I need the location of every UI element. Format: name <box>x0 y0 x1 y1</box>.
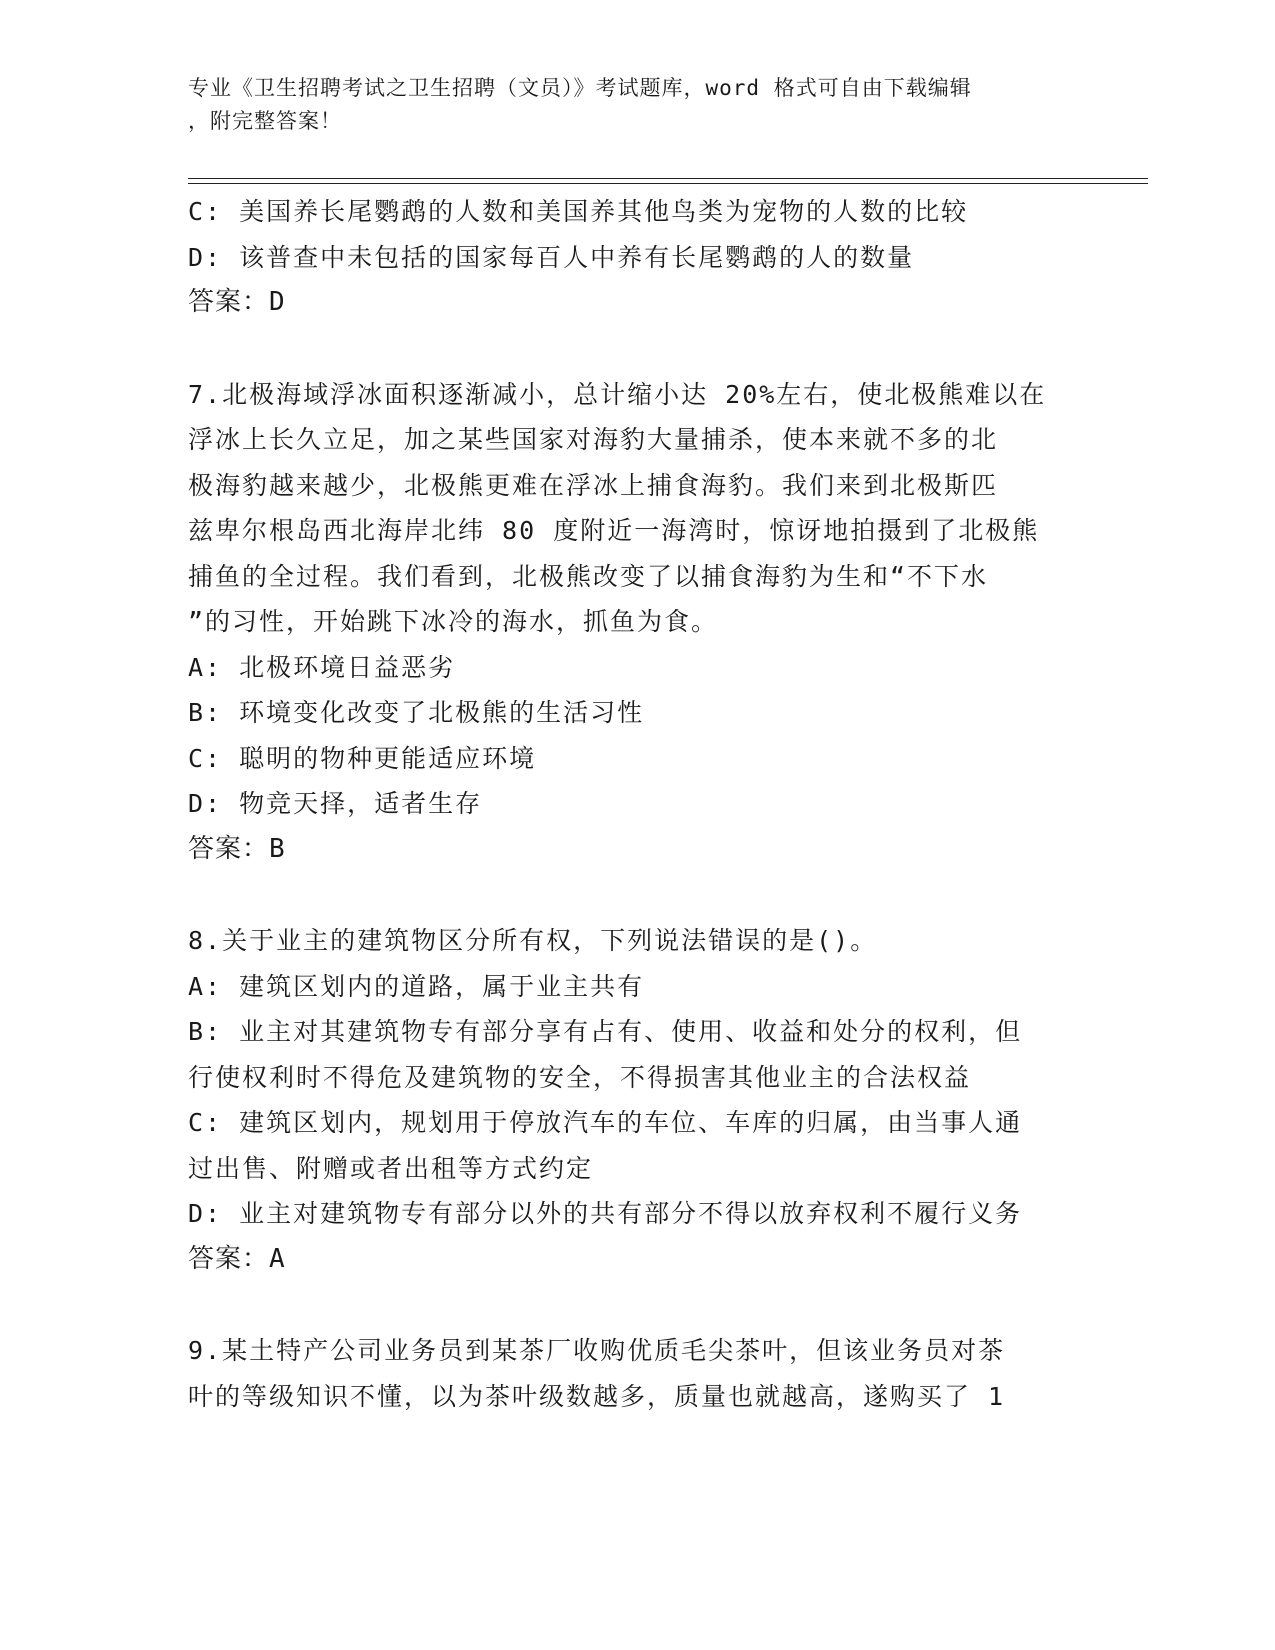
question-stem-line: 极海豹越来越少，北极熊更难在浮冰上捕食海豹。我们来到北极斯匹 <box>188 470 999 500</box>
header-line: 专业《卫生招聘考试之卫生招聘（文员）》考试题库，word 格式可自由下载编辑 <box>188 76 972 100</box>
option-c: C: 美国养长尾鹦鹉的人数和美国养其他鸟类为宠物的人数的比较 <box>188 197 969 226</box>
header-line: ，附完整答案！ <box>188 109 342 133</box>
option-d: D: 物竞天择，适者生存 <box>188 789 483 818</box>
answer-line: 答案：B <box>188 833 286 864</box>
question-stem-line: 浮冰上长久立足，加之某些国家对海豹大量捕杀，使本来就不多的北 <box>188 425 999 454</box>
spacer <box>188 1282 1088 1328</box>
question-9 <box>188 1328 1088 1419</box>
option-c-continued: 过出售、附赠或者出租等方式约定 <box>188 1153 594 1183</box>
option-c: C: 建筑区划内，规划用于停放汽车的车位、车库的归属，由当事人通 <box>188 1108 1023 1137</box>
question-stem-line: 7.北极海域浮冰面积逐渐减小，总计缩小达 20%左右，使北极熊难以在 <box>188 379 1047 409</box>
question-stem-line: 兹卑尔根岛西北海岸北纬 80 度附近一海湾时，惊讶地拍摄到了北极熊 <box>188 516 1040 545</box>
spacer <box>188 872 1088 918</box>
spacer <box>188 326 1088 372</box>
option-b: B: 环境变化改变了北极熊的生活习性 <box>188 698 645 727</box>
header-divider <box>188 183 1148 184</box>
option-a: A: 北极环境日益恶劣 <box>188 652 456 682</box>
option-b-continued: 行使权利时不得危及建筑物的安全，不得损害其他业主的合法权益 <box>188 1062 972 1092</box>
question-7 <box>188 372 1088 873</box>
question-stem-line: 叶的等级知识不懂，以为茶叶级数越多，质量也就越高，遂购买了 1 <box>188 1381 1006 1411</box>
question-list <box>188 189 1088 1419</box>
option-c: C: 聪明的物种更能适应环境 <box>188 743 537 773</box>
option-a: A: 建筑区划内的道路，属于业主共有 <box>188 971 645 1001</box>
document-header <box>188 72 1088 138</box>
question-stem-line: 捕鱼的全过程。我们看到，北极熊改变了以捕食海豹为生和“不下水 <box>188 561 989 591</box>
question-stem-line: 9.某土特产公司业务员到某茶厂收购优质毛尖茶叶，但该业务员对茶 <box>188 1336 1006 1365</box>
question-stem-line: 8.关于业主的建筑物区分所有权，下列说法错误的是()。 <box>188 926 878 955</box>
header-divider <box>188 178 1148 179</box>
question-6-continued <box>188 189 1088 326</box>
option-b: B: 业主对其建筑物专有部分享有占有、使用、收益和处分的权利，但 <box>188 1017 1023 1046</box>
question-stem-line: ”的习性，开始跳下冰冷的海水，抓鱼为食。 <box>188 607 719 636</box>
answer-line: 答案：D <box>188 287 286 317</box>
option-d: D: 业主对建筑物专有部分以外的共有部分不得以放弃权利不履行义务 <box>188 1199 1023 1228</box>
option-d: D: 该普查中未包括的国家每百人中养有长尾鹦鹉的人的数量 <box>188 242 915 272</box>
answer-line: 答案：A <box>188 1243 286 1274</box>
question-8 <box>188 918 1088 1282</box>
